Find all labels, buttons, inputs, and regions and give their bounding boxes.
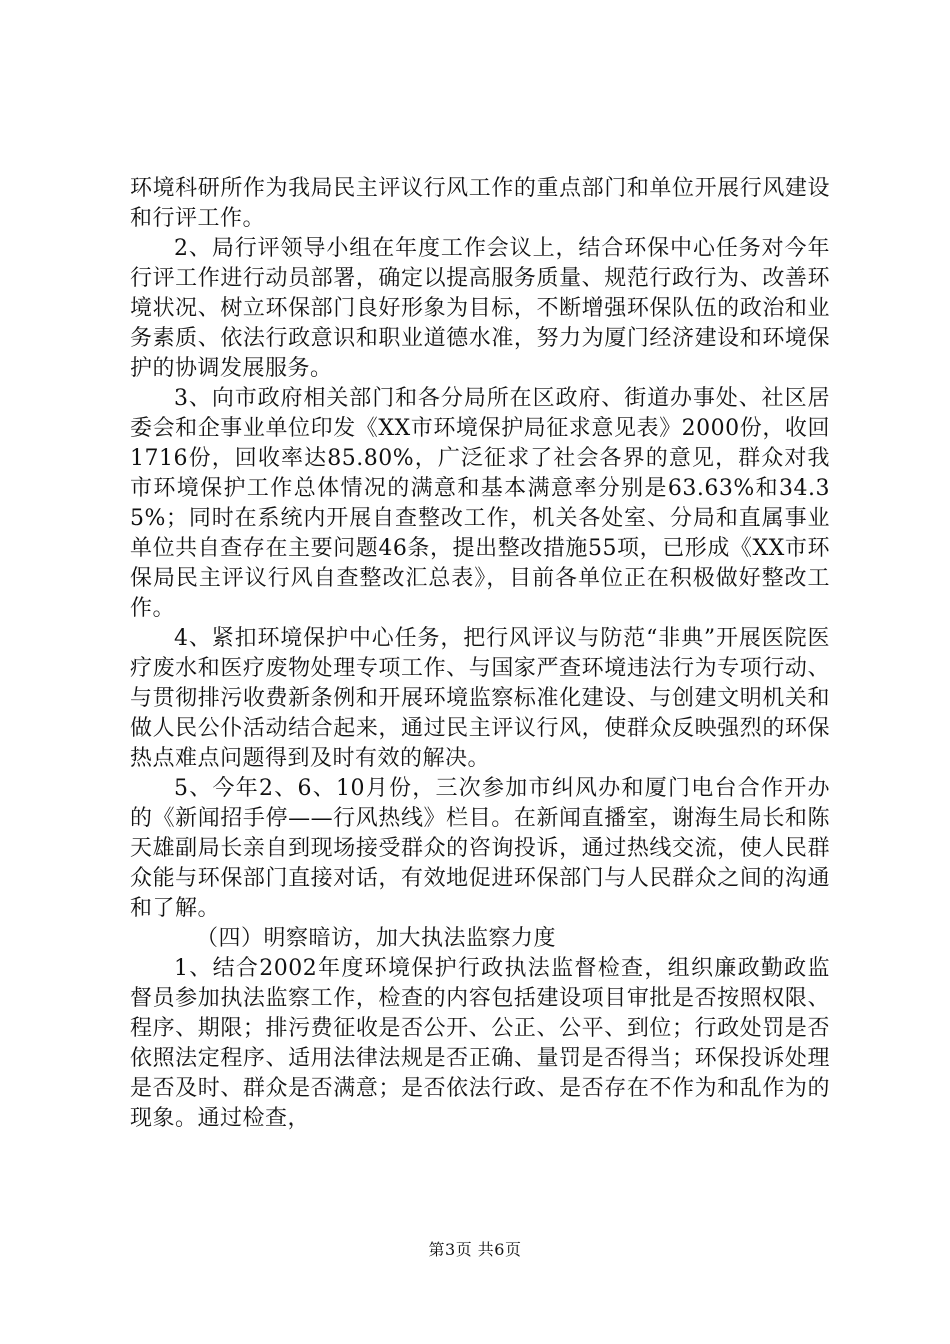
page-number: 第3页 共6页 [428, 1240, 522, 1259]
paragraph-item-2: 2、局行评领导小组在年度工作会议上，结合环保中心任务对今年行评工作进行动员部署，确定以提高服务质量、规范行政行为、改善环境状况、树立环保部门良好形象为目标，不断增强环保队伍的政治和业务素质、依法行政意识和职业道德水准，努力为厦门经济建设和环境保护的协调发展服务。 [130, 236, 830, 381]
paragraph-item-5: 5、今年2、6、10月份，三次参加市纠风办和厦门电台合作开办的《新闻招手停——行风热线》栏目。在新闻直播室，谢海生局长和陈天雄副局长亲自到现场接受群众的咨询投诉，通过热线交流，使人民群众能与环保部门直接对话，有效地促进环保部门与人民群众之间的沟通和了解。 [130, 776, 830, 921]
paragraph-item-3: 3、向市政府相关部门和各分局所在区政府、街道办事处、社区居委会和企事业单位印发《XX市环境保护局征求意见表》2000份，收回1716份，回收率达85.80%，广泛征求了社会各界的意见，群众对我市环境保护工作总体情况的满意和基本满意率分别是63.63%和34.35%；同时在系统内开展自查整改工作，机关各处室、分局和直属事业单位共自查存在主要问题46条，提出整改措施55项，已形成《XX市环保局民主评议行风自查整改汇总表》，目前各单位正在积极做好整改工作。 [130, 386, 830, 621]
section-heading: （四）明察暗访，加大执法监察力度 [196, 926, 557, 951]
paragraph-item-1: 1、结合2002年度环境保护行政执法监督检查，组织廉政勤政监督员参加执法监察工作，检查的内容包括建设项目审批是否按照权限、程序、期限；排污费征收是否公开、公正、公平、到位；行政处罚是否依照法定程序、适用法律法规是否正确、量罚是否得当；环保投诉处理是否及时、群众是否满意；是否依法行政、是否存在不作为和乱作为的现象。通过检查， [130, 956, 830, 1131]
page-footer [0, 1240, 950, 1260]
document-body [130, 174, 830, 1134]
paragraph-item-4: 4、紧扣环境保护中心任务，把行风评议与防范“非典”开展医院医疗废水和医疗废物处理专项工作、与国家严查环境违法行为专项行动、与贯彻排污收费新条例和开展环境监察标准化建设、与创建文明机关和做人民公仆活动结合起来，通过民主评议行风，使群众反映强烈的环保热点难点问题得到及时有效的解决。 [130, 626, 830, 771]
paragraph-continuation: 环境科研所作为我局民主评议行风工作的重点部门和单位开展行风建设和行评工作。 [130, 176, 830, 231]
